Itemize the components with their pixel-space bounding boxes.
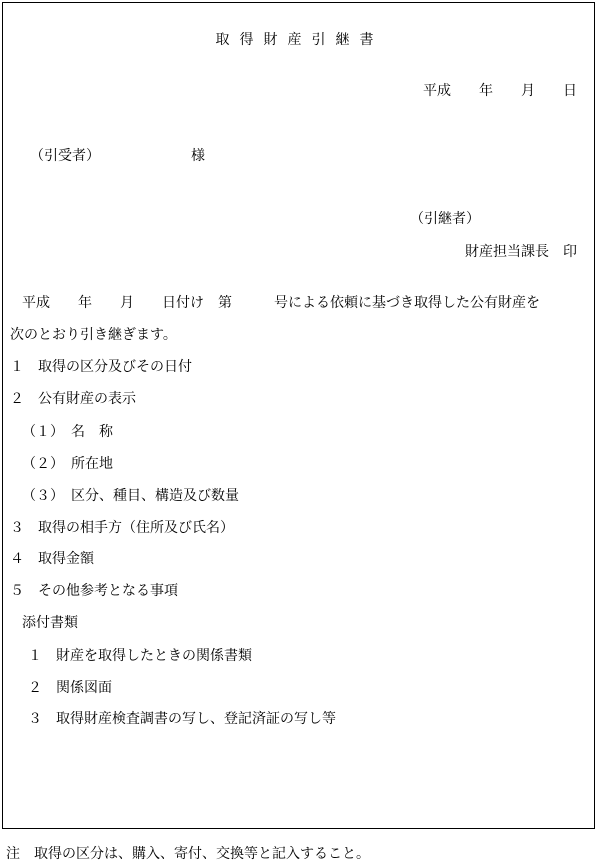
attachment-item-2: ２ 関係図面 [28, 680, 112, 696]
list-item-1: １ 取得の区分及びその日付 [10, 359, 192, 375]
document-title: 取得財産引継書 [215, 32, 384, 48]
recipient-line: （引受者） 様 [30, 148, 205, 164]
date-line: 平成 年 月 日 [423, 83, 577, 99]
list-item-5: ５ その他参考となる事項 [10, 583, 178, 599]
footnote: 注 取得の区分は、購入、寄付、交換等と記入すること。 [6, 846, 370, 862]
sub-item-2: （２） 所在地 [22, 456, 113, 472]
form-frame [2, 2, 595, 829]
sender-name-line: 財産担当課長 印 [465, 244, 577, 260]
attachment-item-1: １ 財産を取得したときの関係書類 [28, 648, 252, 664]
body-text-line-1: 平成 年 月 日付け 第 号による依頼に基づき取得した公有財産を [22, 295, 540, 311]
attachment-item-3: ３ 取得財産検査調書の写し、登記済証の写し等 [28, 711, 336, 727]
sub-item-3: （３） 区分、種目、構造及び数量 [22, 488, 239, 504]
list-item-3: ３ 取得の相手方（住所及び氏名） [10, 520, 234, 536]
body-text-line-2: 次のとおり引き継ぎます。 [10, 327, 177, 343]
list-item-2: ２ 公有財産の表示 [10, 391, 136, 407]
sub-item-1: （１） 名 称 [22, 424, 113, 440]
attachments-heading: 添付書類 [22, 615, 78, 631]
sender-label: （引継者） [410, 211, 480, 227]
list-item-4: ４ 取得金額 [10, 551, 94, 567]
